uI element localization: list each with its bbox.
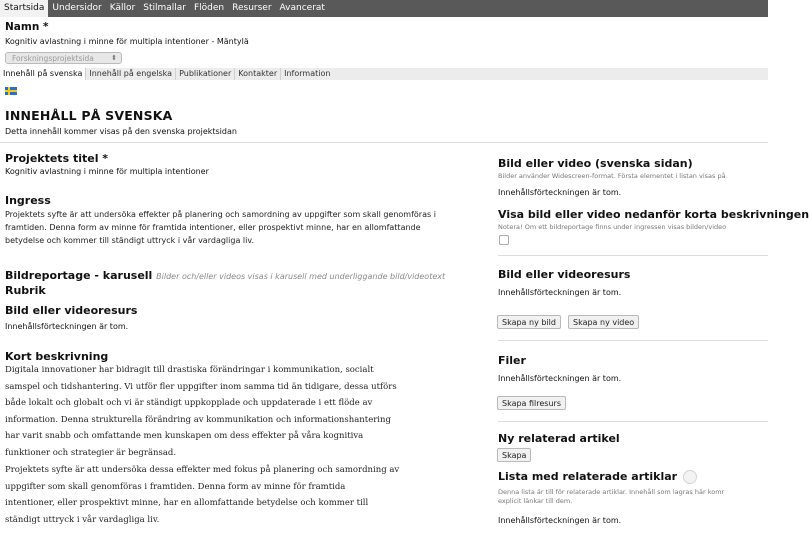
ingress-label: Ingress xyxy=(5,194,51,207)
short-description-label: Kort beskrivning xyxy=(5,350,109,363)
text-line: uppgifter som skall genomföras i framtiden. Denna form av minne för framtida xyxy=(5,481,346,492)
name-label: Namn * xyxy=(5,21,49,33)
text-line: både lokalt och globalt och vi är ständigt uppkopplade och uppdaterade i ett flöde av xyxy=(5,398,373,409)
carousel-hint: Bilder och/eller videos visas i karusell med underliggande bild/videotext xyxy=(156,272,446,281)
text-line: funktioner och strategier är begränsad. xyxy=(5,447,177,458)
create-image-button[interactable]: Skapa ny bild xyxy=(497,315,561,329)
divider xyxy=(498,255,768,256)
show-media-note: Notera! Om ett bildreportage finns under ingressen visas bilden/video xyxy=(498,223,727,231)
note-line: explicit länkar till dem. xyxy=(498,497,573,505)
show-media-checkbox[interactable] xyxy=(499,235,509,245)
files-empty: Innehållsförteckningen är tom. xyxy=(498,374,622,383)
topnav-tab-undersidor[interactable]: Undersidor xyxy=(52,3,102,13)
media-resource-label: Bild eller videoresurs xyxy=(5,304,138,317)
select-arrows-icon: ⬍ xyxy=(111,54,117,62)
media-empty-text: Innehållsförteckningen är tom. xyxy=(5,322,129,331)
media-resource-empty: Innehållsförteckningen är tom. xyxy=(498,288,622,297)
ingress-line: framtiden. Denna form av minne för framtida intentioner, eller prospektivt minne, har en allomfattande xyxy=(5,223,421,233)
create-file-button[interactable]: Skapa filresurs xyxy=(497,396,566,410)
short-description-p2 xyxy=(5,462,399,528)
content-tabs xyxy=(0,68,768,80)
create-related-article-button[interactable]: Skapa xyxy=(497,448,531,462)
page-type-select-value: Forskningsprojektsida xyxy=(12,54,94,63)
tab-innehall-svenska[interactable]: Innehåll på svenska xyxy=(0,68,86,80)
swedish-flag-icon xyxy=(5,87,17,95)
show-media-label: Visa bild eller video nedanför korta beskrivningen xyxy=(498,208,809,221)
related-articles-empty: Innehållsförteckningen är tom. xyxy=(498,516,622,525)
text-line: information. Denna strukturella förändring av kommunikation och informationshantering xyxy=(5,414,391,425)
carousel-label: Bildreportage - karusell xyxy=(5,269,153,282)
related-articles-label: Lista med relaterade artiklar xyxy=(498,470,678,483)
note-line: Denna lista är till för relaterade artiklar. Innehåll som lagras här komr xyxy=(498,488,725,496)
related-articles-note xyxy=(498,488,724,506)
text-line: har varit snabb och omfattande men kunskapen om dess effekter på våra kognitiva xyxy=(5,431,364,442)
topnav-tab-startsida[interactable]: Startsida xyxy=(0,0,48,17)
ingress-line: betydelse och kommer till ständigt uttryck i vår vardagliga liv. xyxy=(5,236,254,246)
rubrik-label: Rubrik xyxy=(5,284,46,297)
tab-publikationer[interactable]: Publikationer xyxy=(176,68,235,80)
text-line: Digitala innovationer har bidragit till drastiska förändringar i kommunikation, socialt xyxy=(5,365,374,375)
divider xyxy=(498,340,768,341)
divider xyxy=(498,421,768,422)
page-title: INNEHÅLL PÅ SVENSKA xyxy=(5,108,173,123)
tab-kontakter[interactable]: Kontakter xyxy=(235,68,281,80)
page-type-select[interactable] xyxy=(5,52,122,64)
topnav-tab-kallor[interactable]: Källor xyxy=(109,3,136,13)
project-title-value: Kognitiv avlastning i minne för multipla intentioner xyxy=(5,167,209,176)
new-related-article-label: Ny relaterad artikel xyxy=(498,432,620,445)
topnav-tab-avancerat[interactable]: Avancerat xyxy=(279,3,325,13)
divider xyxy=(0,142,768,143)
tab-innehall-engelska[interactable]: Innehåll på engelska xyxy=(86,68,176,80)
tab-information[interactable]: Information xyxy=(284,69,331,78)
topnav-tab-stilmallar[interactable]: Stilmallar xyxy=(143,3,186,13)
text-line: samspel och tidshantering. Vi utför fler uppgifter inom samma tid än tidigare, dessa utförs xyxy=(5,381,397,392)
text-line: intentioner, eller prospektivt minne, har en allomfattande betydelse och kommer till xyxy=(5,498,369,509)
image-video-empty: Innehållsförteckningen är tom. xyxy=(498,188,622,197)
media-resource-right-label: Bild eller videoresurs xyxy=(498,268,631,281)
topnav-tab-floden[interactable]: Flöden xyxy=(193,3,225,13)
image-video-label: Bild eller video (svenska sidan) xyxy=(498,157,693,170)
text-line: ständigt uttryck i vår vardagliga liv. xyxy=(5,514,160,525)
files-label: Filer xyxy=(498,354,526,367)
carousel-heading xyxy=(5,269,445,282)
short-description-p1 xyxy=(5,362,397,462)
top-navigation xyxy=(0,0,768,17)
info-icon[interactable] xyxy=(683,470,697,484)
text-line: Projektets syfte är att undersöka dessa effekter med fokus på planering och samordning av xyxy=(5,465,400,475)
name-value: Kognitiv avlastning i minne för multipla intentioner - Mäntylä xyxy=(5,37,249,46)
related-articles-heading xyxy=(498,470,697,484)
project-title-label: Projektets titel * xyxy=(5,152,109,165)
ingress-text xyxy=(5,208,436,248)
topnav-tab-resurser[interactable]: Resurser xyxy=(232,3,272,13)
image-video-note: Bilder använder Widescreen-format. Första elementet i listan visas på xyxy=(498,172,726,180)
create-video-button[interactable]: Skapa ny video xyxy=(568,315,639,329)
page-description: Detta innehåll kommer visas på den svenska projektsidan xyxy=(5,127,237,136)
ingress-line: Projektets syfte är att undersöka effekter på planering och samordning av uppgifter som skall genomföras i xyxy=(5,210,436,219)
